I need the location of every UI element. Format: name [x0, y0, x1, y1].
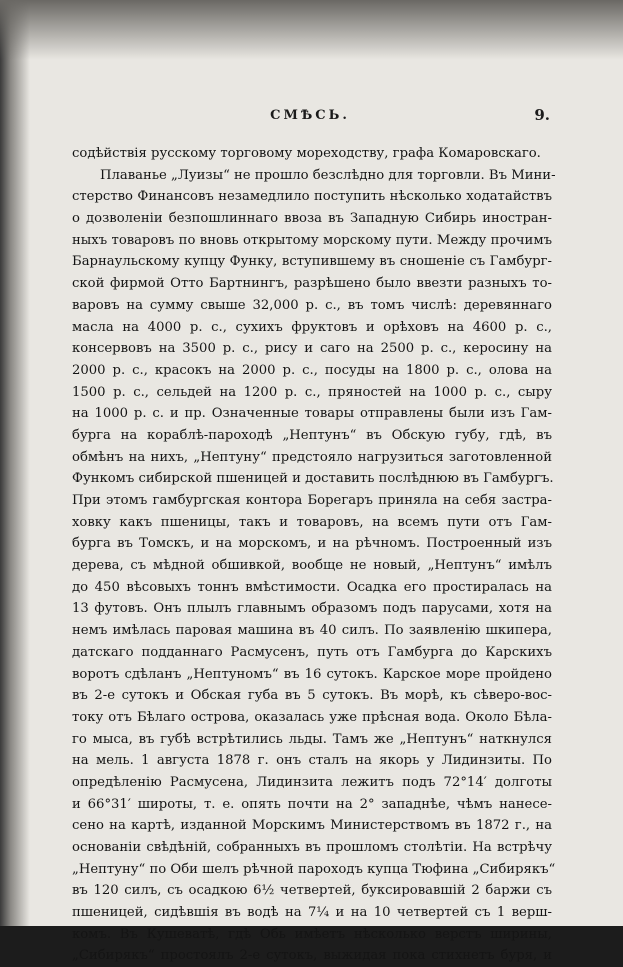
text-line: основаніи свѣдѣній, собранныхъ въ прошломъ столѣтіи. На встрѣчу: [72, 840, 552, 855]
text-line: 13 футовъ. Онъ плылъ главнымъ образомъ подъ парусами, хотя на: [72, 601, 552, 617]
text-line: на мель. 1 августа 1878 г. онъ сталъ на якорь у Лидинзиты. По: [72, 753, 552, 769]
page-number: 9.: [534, 106, 550, 124]
text-line: содѣйствія русскому торговому мореходству, графа Комаровскаго.: [72, 146, 541, 161]
text-line: „Нептуну“ по Оби шелъ рѣчной пароходъ купца Тюфина „Сибирякъ“: [72, 861, 556, 877]
text-line: комъ. Въ Кушеватѣ, гдѣ Обь имѣетъ нѣсколько верстъ ширины,: [72, 926, 552, 942]
text-line: консервовъ на 3500 р. с., рису и саго на 2500 р. с., керосину на: [72, 341, 552, 357]
page-top-shadow: [0, 0, 623, 60]
text-line: Барнаульскому купцу Функу, вступившему въ сношеніе съ Гамбург-: [72, 254, 552, 270]
text-line: варовъ на сумму свыше 32,000 р. с., въ томъ числѣ: деревяннаго: [72, 297, 552, 313]
page-header: [70, 108, 550, 128]
text-line: и 66°31′ широты, т. е. опять почти на 2° западнѣе, чѣмъ нанесе-: [72, 796, 552, 812]
text-line: пшеницей, сидѣвшія въ водѣ на 7¼ и на 10 четвертей съ 1 верш-: [72, 905, 552, 921]
text-line: воротъ сдѣланъ „Нептуномъ“ въ 16 сутокъ. Карское море пройдено: [72, 666, 552, 682]
text-line: масла на 4000 р. с., сухихъ фруктовъ и орѣховъ на 4600 р. с.,: [72, 319, 552, 335]
text-line: обмѣнъ на нихъ, „Нептуну“ предстояло нагрузиться заготовленной: [72, 449, 552, 465]
text-line: Плаванье „Луизы“ не прошло безслѣдно для торговли. Въ Мини-: [100, 167, 556, 183]
text-line: 1500 р. с., сельдей на 1200 р. с., пряностей на 1000 р. с., сыру: [72, 384, 552, 400]
text-line: Функомъ сибирской пшеницей и доставить послѣднюю въ Гамбургъ.: [72, 471, 554, 487]
text-line: бурга на кораблѣ-пароходѣ „Нептунъ“ въ Обскую губу, гдѣ, въ: [72, 427, 552, 443]
text-line: ныхъ товаровъ по вновь открытому морскому пути. Между прочимъ: [72, 232, 552, 248]
text-line: ской фирмой Отто Бартнингъ, разрѣшено было ввезти разныхъ то-: [72, 276, 552, 292]
text-line: току отъ Бѣлаго острова, оказалась уже прѣсная вода. Около Бѣла-: [72, 709, 552, 725]
text-line: стерство Финансовъ незамедлило поступить нѣсколько ходатайствъ: [72, 189, 552, 205]
text-line: „Сибирякъ“ простоялъ 2-е сутокъ, выжидая пока стихнетъ буря, и: [72, 948, 552, 964]
text-line: до 450 вѣсовыхъ тоннъ вмѣстимости. Осадка его простиралась на: [72, 579, 552, 595]
text-line: о дозволеніи безпошлиннаго ввоза въ Западную Сибирь иностран-: [72, 211, 552, 227]
text-line: опредѣленію Расмусена, Лидинзита лежитъ подъ 72°14′ долготы: [72, 774, 552, 790]
page-gutter-shadow: [0, 0, 30, 926]
text-line: При этомъ гамбургская контора Борегаръ приняла на себя застра-: [72, 493, 552, 508]
text-line: ховку какъ пшеницы, такъ и товаровъ, на всемъ пути отъ Гам-: [72, 514, 552, 530]
text-line: дерева, съ мѣдной обшивкой, вообще не новый, „Нептунъ“ имѣлъ: [72, 558, 552, 574]
text-line: бурга въ Томскъ, и на морскомъ, и на рѣчномъ. Построенный изъ: [72, 536, 552, 552]
text-line: го мыса, въ губѣ встрѣтились льды. Тамъ же „Нептунъ“ наткнулся: [72, 731, 552, 747]
body-text: [72, 143, 556, 967]
text-line: въ 2-е сутокъ и Обская губа въ 5 сутокъ. Въ морѣ, къ сѣверо-вос-: [72, 688, 552, 704]
text-line: сено на картѣ, изданной Морскимъ Министерствомъ въ 1872 г., на: [72, 818, 552, 834]
text-line: на 1000 р. с. и пр. Означенные товары отправлены были изъ Гам-: [72, 406, 552, 422]
running-head: СМѢСЬ.: [270, 108, 350, 123]
text-line: немъ имѣлась паровая машина въ 40 силъ. По заявленію шкипера,: [72, 623, 552, 639]
text-line: 2000 р. с., красокъ на 2000 р. с., посуды на 1800 р. с., олова на: [72, 362, 552, 378]
text-line: въ 120 силъ, съ осадкою 6½ четвертей, буксировавшій 2 баржи съ: [72, 883, 552, 899]
text-line: датскаго подданнаго Расмусенъ, путь отъ Гамбурга до Карскихъ: [72, 644, 552, 660]
